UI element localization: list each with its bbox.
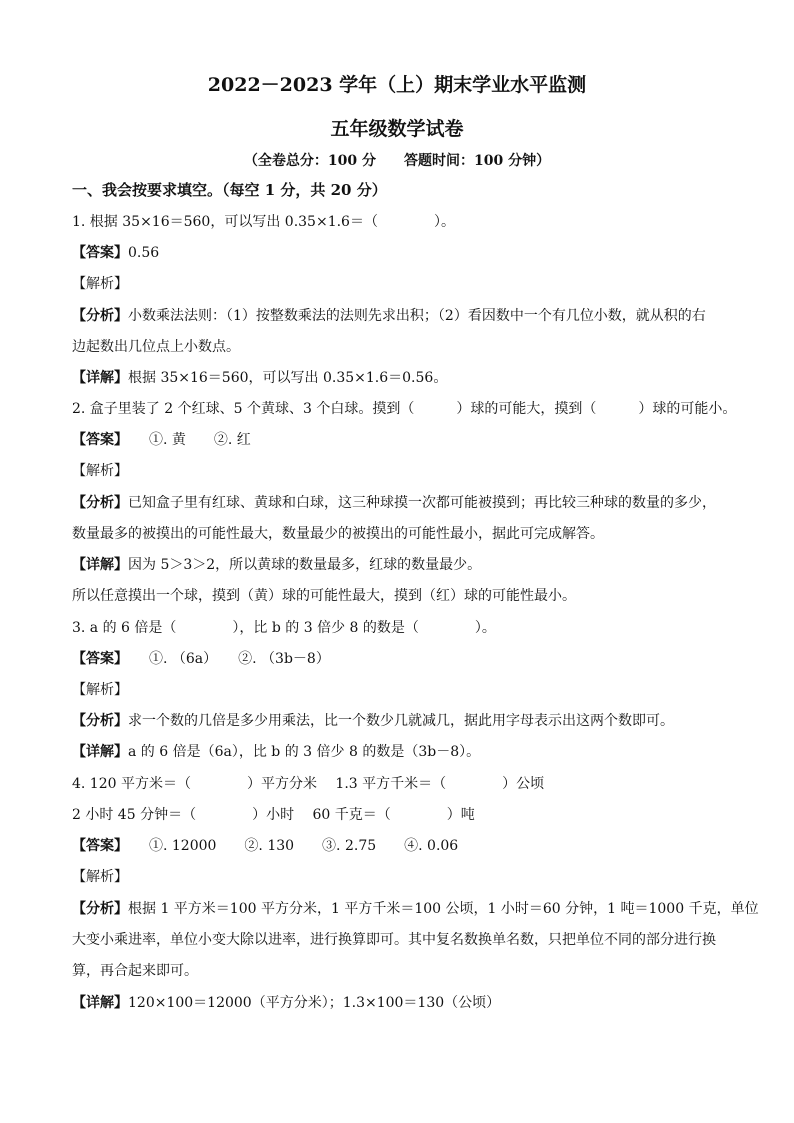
fenxi-line [72,494,732,512]
detail-tag: 【详解】 [72,995,128,1011]
analysis-tag: 【解析】 [72,276,128,292]
fenxi-tag: 【分析】 [72,308,128,324]
answer-line [72,431,732,449]
answer-tag: 【答案】 [72,245,128,261]
question-stem: 1. 根据 35×16＝560，可以写出 0.35×1.6＝（ ）。 [72,214,455,230]
fenxi-tag: 【分析】 [72,713,128,729]
fenxi-text: 小数乘法法则：（1）按整数乘法的法则先求出积；（2）看因数中一个有几位小数，就从积的右 [128,308,706,324]
question-stem: 4. 120 平方米＝（ ）平方分米 1.3 平方千米＝（ ）公顷 [72,776,545,792]
answer-tag: 【答案】 [72,432,121,448]
fenxi-line [72,712,732,730]
answer-text: ①. （6a） ②. （3b－8） [121,651,330,667]
detail-text: 120×100＝12000（平方分米）；1.3×100＝130（公顷） [128,995,501,1011]
page-subtitle: 五年级数学试卷 [330,118,464,140]
detail-tag: 【详解】 [72,370,128,386]
detail-text: a 的 6 倍是（6a），比 b 的 3 倍少 8 的数是（3b－8）。 [128,744,481,760]
question-stem: 2. 盒子里装了 2 个红球、5 个黄球、3 个白球。摸到（ ）球的可能大，摸到（ ）球的可能小。 [72,401,737,417]
answer-text: 0.56 [128,245,160,261]
fenxi-text-cont: 数量最多的被摸出的可能性最大，数量最少的被摸出的可能性最小，据此可完成解答。 [72,526,604,542]
section-title: 一、我会按要求填空。（每空 1 分，共 20 分） [72,181,387,199]
question-stem-cont: 2 小时 45 分钟＝（ ）小时 60 千克＝（ ）吨 [72,807,475,823]
analysis-tag: 【解析】 [72,869,128,885]
fenxi-text-cont: 大变小乘进率，单位小变大除以进率，进行换算即可。其中复名数换单名数，只把单位不同的部分进行换 [72,932,716,948]
fenxi-text-cont: 边起数出几位点上小数点。 [72,339,240,355]
answer-text: ①. 黄 ②. 红 [121,432,251,448]
answer-tag: 【答案】 [72,651,121,667]
detail-line [72,743,732,761]
answer-line [72,837,732,855]
detail-text: 因为 5＞3＞2，所以黄球的数量最多，红球的数量最少。 [128,557,482,573]
answer-tag: 【答案】 [72,838,121,854]
page-title: 2022－2023 学年（上）期末学业水平监测 [207,74,587,96]
question-stem: 3. a 的 6 倍是（ ），比 b 的 3 倍少 8 的数是（ ）。 [72,620,496,636]
fenxi-tag: 【分析】 [72,495,128,511]
fenxi-text: 已知盒子里有红球、黄球和白球，这三种球摸一次都可能被摸到；再比较三种球的数量的多少， [128,495,716,511]
fenxi-line [72,900,759,918]
detail-text-cont: 所以任意摸出一个球，摸到（黄）球的可能性最大，摸到（红）球的可能性最小。 [72,588,576,604]
fenxi-text: 根据 1 平方米＝100 平方分米，1 平方千米＝100 公顷，1 小时＝60 分钟，1 吨＝1000 千克，单位 [128,901,759,917]
fenxi-line [72,307,732,325]
fenxi-text-cont: 算，再合起来即可。 [72,963,198,979]
detail-tag: 【详解】 [72,557,128,573]
detail-line [72,556,732,574]
exam-info: （全卷总分：100 分 答题时间：100 分钟） [243,153,551,169]
answer-line [72,650,732,668]
detail-line [72,369,732,387]
analysis-tag: 【解析】 [72,682,128,698]
detail-text: 根据 35×16＝560，可以写出 0.35×1.6＝0.56。 [128,370,448,386]
analysis-tag: 【解析】 [72,463,128,479]
answer-line [72,244,732,262]
fenxi-text: 求一个数的几倍是多少用乘法，比一个数少几就减几，据此用字母表示出这两个数即可。 [128,713,674,729]
answer-text: ①. 12000 ②. 130 ③. 2.75 ④. 0.06 [121,838,459,854]
detail-tag: 【详解】 [72,744,128,760]
detail-line [72,994,732,1012]
fenxi-tag: 【分析】 [72,901,128,917]
